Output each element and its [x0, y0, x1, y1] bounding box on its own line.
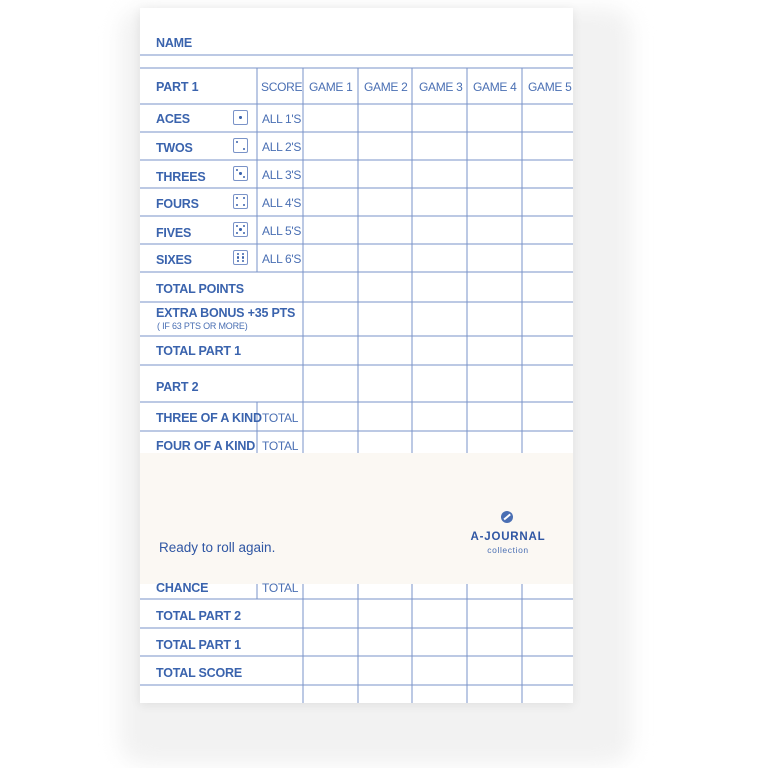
die-two-icon [233, 138, 248, 153]
die-five-icon [233, 222, 248, 237]
aces-label: ACES [156, 112, 190, 126]
promo-band [140, 453, 573, 584]
part2-label: PART 2 [156, 380, 199, 394]
tagline: Ready to roll again. [159, 540, 276, 555]
name-label: NAME [156, 36, 193, 50]
game-header-3: GAME 3 [419, 80, 463, 94]
four-of-a-kind-label: FOUR OF A KIND [156, 439, 256, 453]
bottom-total-part1-label: TOTAL PART 1 [156, 638, 241, 652]
fives-score: ALL 5'S [262, 224, 302, 238]
twos-score: ALL 2'S [262, 140, 302, 154]
game-header-1: GAME 1 [309, 80, 353, 94]
scorecard-sheet [140, 8, 573, 703]
three-of-a-kind-total: TOTAL [262, 411, 299, 425]
die-three-icon [233, 166, 248, 181]
total-part1-label: TOTAL PART 1 [156, 344, 241, 358]
brand-subtitle: collection [487, 545, 529, 555]
four-of-a-kind-total: TOTAL [262, 439, 299, 453]
fives-label: FIVES [156, 226, 192, 240]
sixes-label: SIXES [156, 253, 192, 267]
aces-score: ALL 1'S [262, 112, 302, 126]
die-four-icon [233, 194, 248, 209]
brand-name: A-JOURNAL [470, 531, 546, 543]
bottom-total-part2-label: TOTAL PART 2 [156, 609, 241, 623]
three-of-a-kind-label: THREE OF A KIND [156, 411, 262, 425]
game-header-4: GAME 4 [473, 80, 517, 94]
bonus-note: ( IF 63 PTS OR MORE) [157, 321, 248, 331]
twos-label: TWOS [156, 141, 193, 155]
brand-logo-icon [501, 511, 513, 523]
fours-label: FOURS [156, 197, 199, 211]
threes-score: ALL 3'S [262, 168, 302, 182]
chance-total: TOTAL [262, 581, 299, 595]
score-header: SCORE [261, 80, 303, 94]
sixes-score: ALL 6'S [262, 252, 302, 266]
total-points-label: TOTAL POINTS [156, 282, 244, 296]
fours-score: ALL 4'S [262, 196, 302, 210]
threes-label: THREES [156, 170, 206, 184]
total-score-label: TOTAL SCORE [156, 666, 243, 680]
die-six-icon [233, 250, 248, 265]
part1-label: PART 1 [156, 80, 199, 94]
die-one-icon [233, 110, 248, 125]
chance-label: CHANCE [156, 581, 209, 595]
game-header-5: GAME 5 [528, 80, 572, 94]
game-header-2: GAME 2 [364, 80, 408, 94]
bonus-label: EXTRA BONUS +35 PTS [156, 306, 296, 320]
